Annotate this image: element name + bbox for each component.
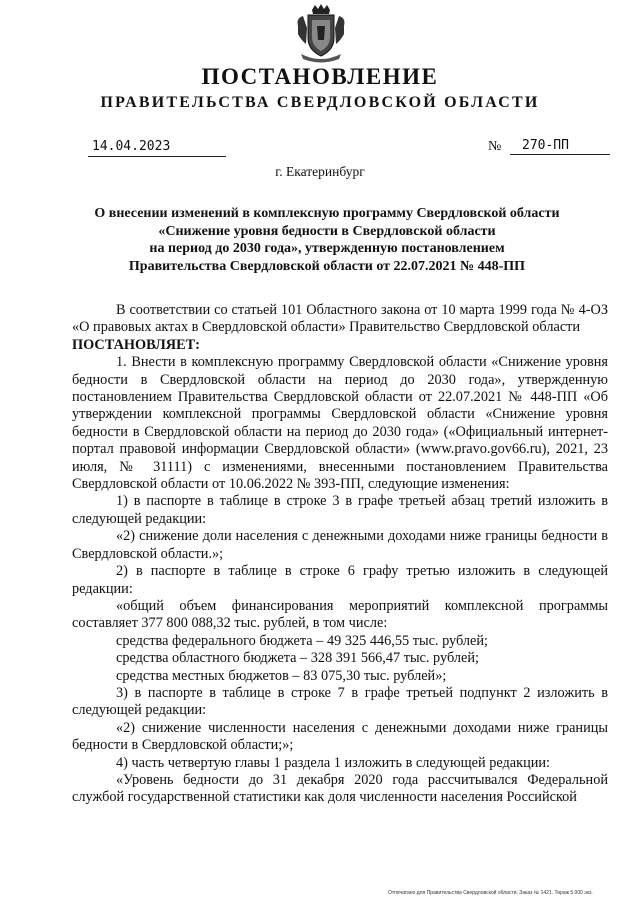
body-paragraph: 3) в паспорте в таблице в строке 7 в графе третьей подпункт 2 изложить в следующей редакции: [72,684,608,719]
body-paragraph: «общий объем финансирования мероприятий комплексной программы составляет 377 800 088,32 тыс. рублей, в том числе: [72,597,608,632]
body-paragraph: средства федерального бюджета – 49 325 446,55 тыс. рублей; [116,632,489,649]
document-title: ПОСТАНОВЛЕНИЕ [201,64,439,89]
print-footer: Отпечатано для Правительства Свердловской области. Заказ № 1421. Тираж 5 000 экз. [388,890,593,896]
body-paragraph: «2) снижение численности населения с денежными доходами ниже границы бедности в Свердловской области;»; [72,719,608,754]
document-date: 14.04.2023 [88,138,226,157]
document-heading [72,205,582,275]
heading-line: О внесении изменений в комплексную программу Свердловской области [94,206,560,221]
body-paragraph: 1) в паспорте в таблице в строке 3 в графе третьей абзац третий изложить в следующей редакции: [72,493,608,527]
body-paragraph: средства областного бюджета – 328 391 566,47 тыс. рублей; [116,650,479,667]
document-number: 270-ПП [510,137,610,155]
body-paragraph: «Уровень бедности до 31 декабря 2020 года рассчитывался Федеральной службой государственной статистики как доля численности населения Российской [72,771,608,806]
heading-line: «Снижение уровня бедности в Свердловской области [158,223,496,239]
body-paragraph: 2) в паспорте в таблице в строке 6 графу третью изложить в следующей редакции: [72,563,608,597]
body-paragraph: 4) часть четвертую главы 1 раздела 1 изложить в следующей редакции: [116,754,551,771]
sverdlovsk-coat-of-arms-icon [295,4,347,64]
heading-line: Правительства Свердловской области от 22.07.2021 № 448-ПП [128,258,526,274]
document-body [72,302,608,807]
preamble-paragraph: В соответствии со статьей 101 Областного закона от 10 марта 1999 года № 4-ОЗ «О правовых актах в Свердловской области» Правительство Свердловской области [72,302,608,336]
document-issuer: ПРАВИТЕЛЬСТВА СВЕРДЛОВСКОЙ ОБЛАСТИ [100,94,540,111]
body-paragraph: 1. Внести в комплексную программу Свердловской области «Снижение уровня бедности в Свердловской области на период до 2030 года», утвержденную постановлением Правительства Свердловской области от 22.07.2021 № 448-ПП «Об утверждении комплексной программы Свердловской области «Снижение уровня бедности в Свердловской области на период до 2030 года» («Официальный интернет-портал правовой информации Свердловской области» (www.pravo.gov66.ru), 2021, 23 июля, № 31111) с изменениями, внесенными постановлением Правительства Свердловской области от 10.06.2022 № 393-ПП, следующие изменения: [72,354,608,493]
decree-word: ПОСТАНОВЛЯЕТ: [72,336,200,353]
heading-line: на период до 2030 года», утвержденную постановлением [149,241,505,256]
document-city: г. Екатеринбург [275,164,365,179]
body-paragraph: средства местных бюджетов – 83 075,30 тыс. рублей»; [116,667,447,684]
number-sign: № [488,139,502,154]
body-paragraph: «2) снижение доли населения с денежными доходами ниже границы бедности в Свердловской области.»; [72,528,608,562]
